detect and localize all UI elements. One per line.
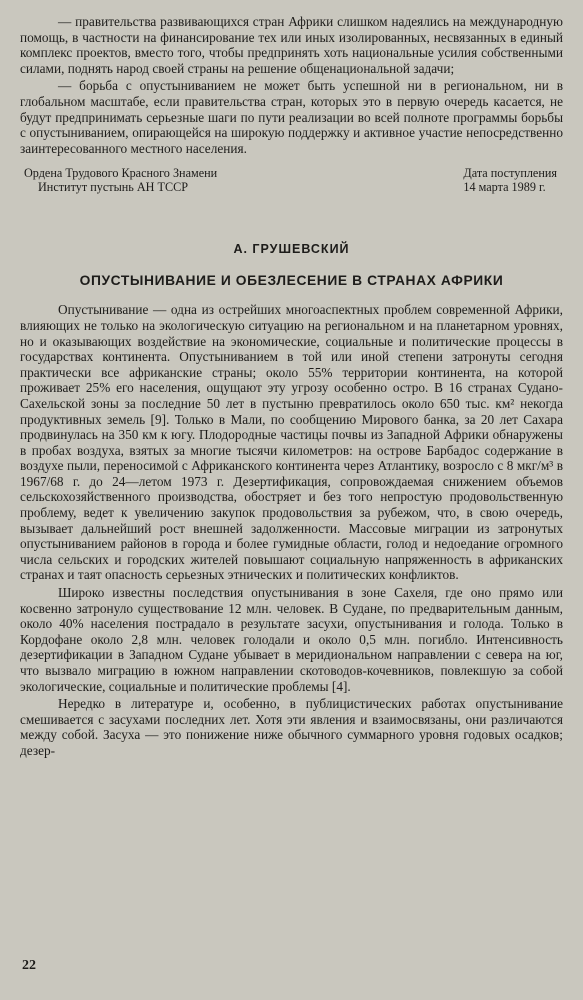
article-paragraph-2: Широко известны последствия опустынивания в зоне Сахеля, где оно прямо или косвенно затронуло существование 12 млн. человек. В Судане, по предварительным данным, около 40% населения пострадало в результате засухи, опустынивания и голода. Только в Кордофане около 2,8 млн. человек голодали и около 0,5 млн. погибло. Интенсивность дезертификации в Западном Судане убывает в меридиональном направлении с севера на юг, что вызвало миграцию в южном направлении скотоводов-кочевников, повлекшую за собой экологические, социальные и политические проблемы [4].	[20, 585, 563, 694]
page-number: 22	[22, 958, 36, 973]
received-date	[463, 166, 557, 194]
institution	[24, 166, 217, 194]
article-author: А. ГРУШЕВСКИЙ	[233, 242, 350, 257]
received-value: 14 марта 1989 г.	[463, 180, 546, 195]
institution-line-2: Институт пустынь АН ТССР	[38, 180, 189, 195]
prev-article-paragraph-2: — борьба с опустыниванием не может быть успешной ни в региональном, ни в глобальном масштабе, если правительства стран, которых это в первую очередь касается, не будут предпринимать серьезные шаги по пути реализации во всей полноте программы борьбы с опустыниванием, опирающейся на широкую поддержку и активное участие непосредственно заинтересованного местного населения.	[20, 78, 563, 156]
article-paragraph-1: Опустынивание — одна из острейших многоаспектных проблем современной Африки, влияющих не только на экологическую ситуацию на региональном и на планетарном уровнях, но и оказывающих воздействие на экономические, социальные и политические процессы в государствах континента. Опустыниванием в той или иной степени затронуты сегодня практически все африканские страны; около 55% территории континента, на которой проживает 25% его населения, ощущают эту угрозу особенно остро. В 16 странах Судано-Сахельской зоны за последние 50 лет в пустыню превратилось около 650 тыс. км² некогда продуктивных земель [9]. Только в Мали, по сообщению Мирового банка, за 20 лет Сахара продвинулась на 350 км к югу. Плодородные частицы почвы из Западной Африки обнаружены в пробах воздуха, взятых за многие тысячи километров: на острове Барбадос содержание в воздухе пыли, переносимой с Африканского континента через Атлантику, возросло с 8 мкг/м³ в 1967/68 г. до 24—летом 1973 г. Дезертификация, сопровождаемая снижением объемов сельскохозяйственного производства, обостряет и без того непростую продовольственную проблему, ведет к увеличению закупок продовольствия за рубежом, что, в свою очередь, вызывает дальнейший рост внешней задолженности. Массовые миграции из затронутых опустыниванием районов в города и более гумидные области, голод и недоедание огромного числа сельских и городских жителей повышают социальную напряженность в африканских странах и таят опасность серьезных этнических и политических конфликтов.	[20, 302, 563, 583]
article-title: ОПУСТЫНИВАНИЕ И ОБЕЗЛЕСЕНИЕ В СТРАНАХ АФРИКИ	[79, 273, 504, 289]
received-label: Дата поступления	[463, 166, 557, 181]
prev-article-paragraph-1: — правительства развивающихся стран Африки слишком надеялись на международную помощь, в частности на финансирование тех или иных изолированных, несвязанных в единый комплекс проектов, вместо того, чтобы предпринять хоть национальные усилия собственными силами, поднять народ своей страны на решение общенациональной задачи;	[20, 14, 563, 76]
affiliation-block	[20, 166, 563, 194]
institution-line-1: Ордена Трудового Красного Знамени	[24, 166, 218, 181]
page-content	[20, 14, 563, 759]
article-paragraph-3: Нередко в литературе и, особенно, в публицистических работах опустынивание смешивается с засухами последних лет. Хотя эти явления и взаимосвязаны, они различаются между собой. Засуха — это понижение ниже обычного суммарного уровня годовых осадков; дезер-	[20, 696, 563, 758]
